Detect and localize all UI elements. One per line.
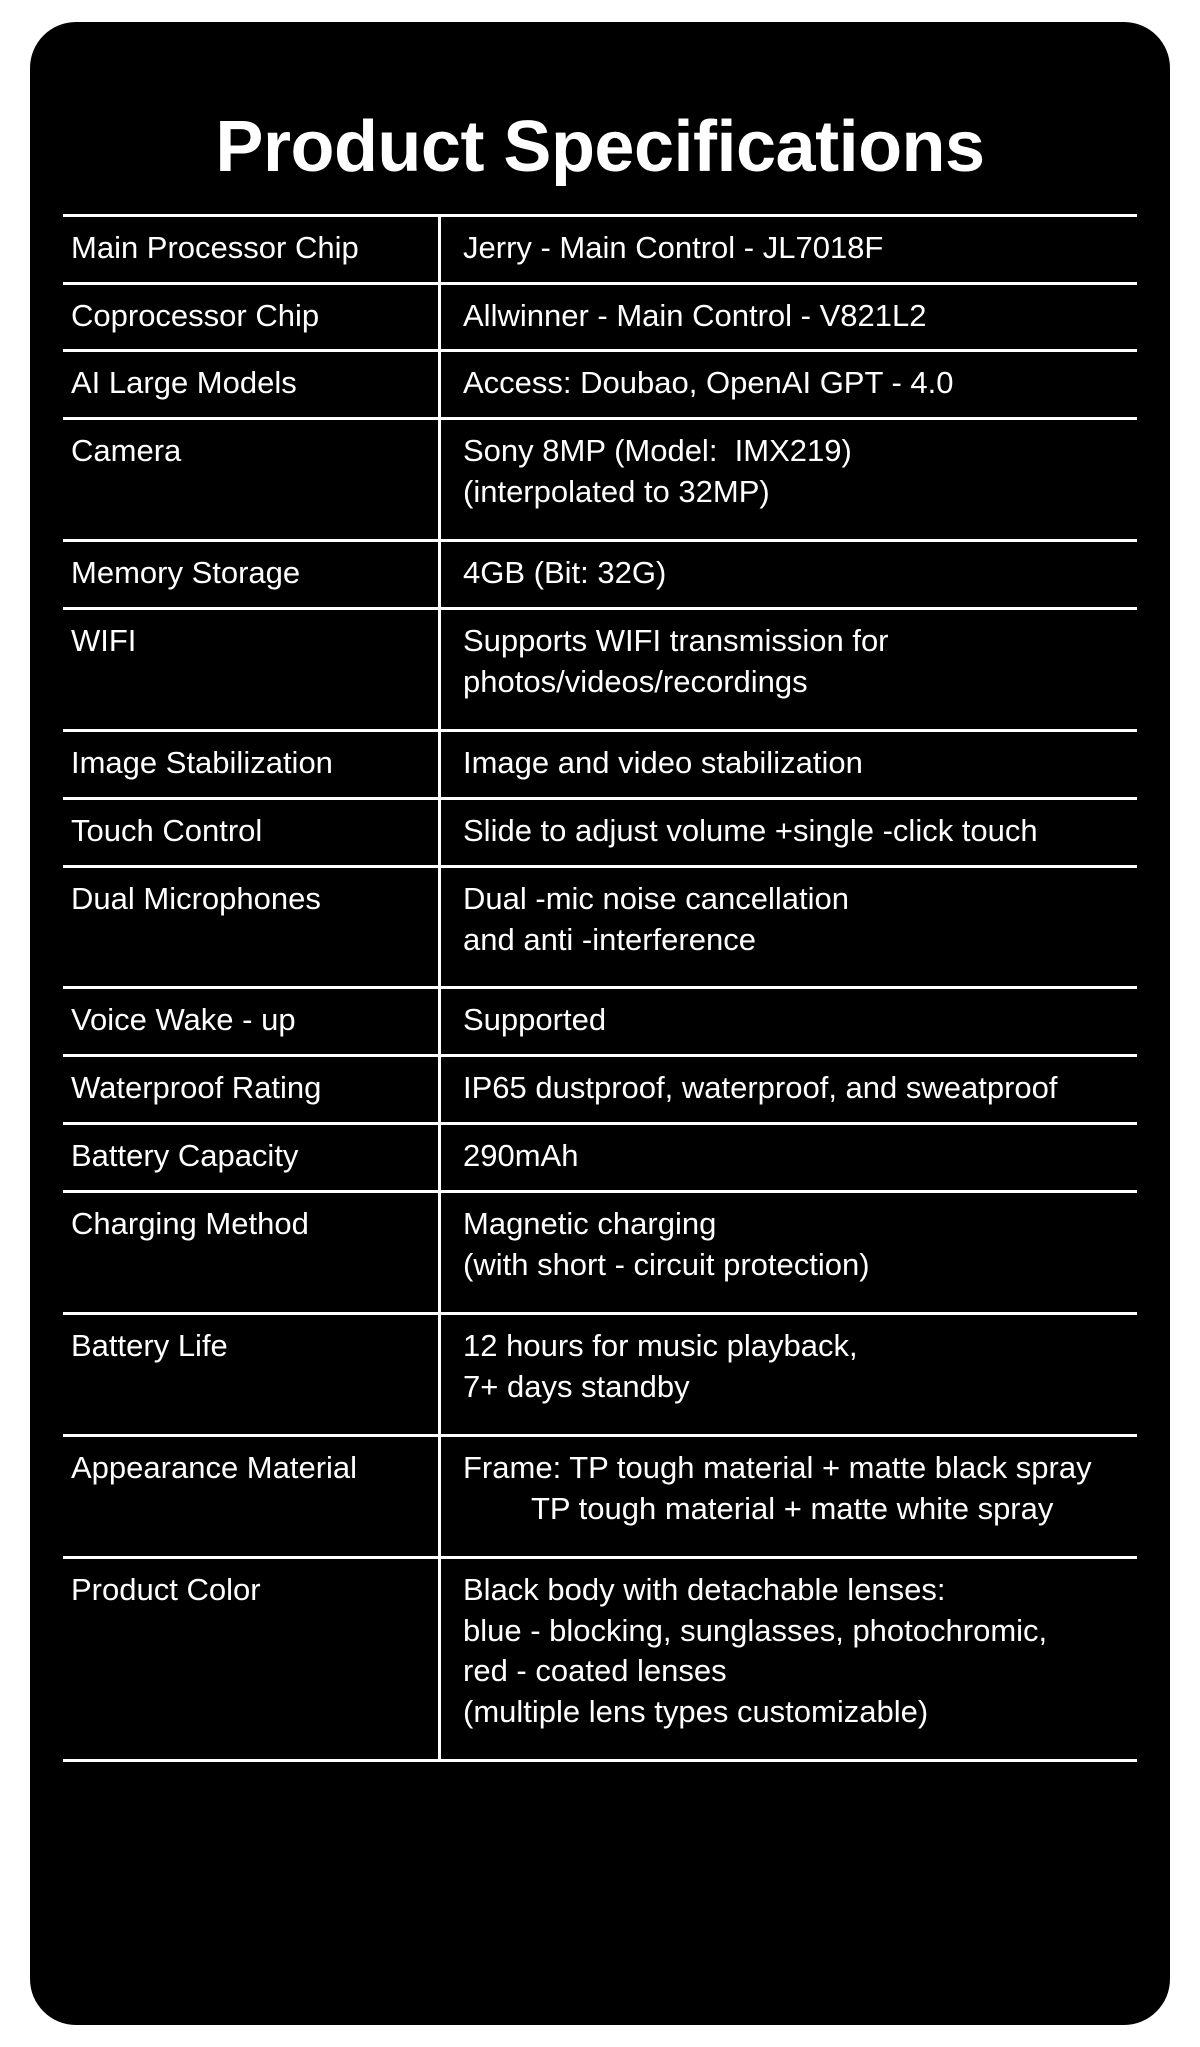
spec-row [63, 609, 1137, 731]
spec-value-line: Supports WIFI transmission for [463, 623, 889, 659]
spec-value-line: red - coated lenses [463, 1653, 727, 1689]
spec-value [440, 1435, 1138, 1557]
spec-label: Battery Life [63, 1314, 440, 1436]
spec-value [440, 1557, 1138, 1761]
spec-row [63, 283, 1137, 351]
spec-row [63, 730, 1137, 798]
spec-row [63, 1192, 1137, 1314]
spec-row [63, 798, 1137, 866]
spec-value-line: 4GB (Bit: 32G) [463, 555, 667, 591]
spec-row [63, 1314, 1137, 1436]
spec-value-line: Slide to adjust volume +single -click touch [463, 812, 1038, 848]
spec-row [63, 866, 1137, 988]
spec-value-line: IP65 dustproof, waterproof, and sweatproof [463, 1070, 1058, 1106]
spec-value [440, 215, 1138, 283]
spec-label: Coprocessor Chip [63, 283, 440, 351]
spec-row [63, 215, 1137, 283]
spec-value-line: 7+ days standby [463, 1368, 690, 1404]
spec-label: Appearance Material [63, 1435, 440, 1557]
specifications-table-body [63, 215, 1137, 1761]
spec-value [440, 419, 1138, 541]
spec-value [440, 1056, 1138, 1124]
spec-value-line: Allwinner - Main Control - V821L2 [463, 297, 927, 333]
spec-row [63, 1557, 1137, 1761]
spec-row [63, 1124, 1137, 1192]
spec-value-line: Supported [463, 1002, 607, 1038]
spec-value [440, 1314, 1138, 1436]
spec-label: Dual Microphones [63, 866, 440, 988]
page-title: Product Specifications [215, 107, 985, 187]
spec-value-line: Image and video stabilization [463, 744, 863, 780]
spec-label: Touch Control [63, 798, 440, 866]
spec-label: Image Stabilization [63, 730, 440, 798]
spec-value [440, 1124, 1138, 1192]
spec-value [440, 988, 1138, 1056]
spec-value [440, 609, 1138, 731]
spec-value [440, 541, 1138, 609]
spec-value-line: Frame: TP tough material + matte black spray [463, 1449, 1092, 1485]
spec-value [440, 283, 1138, 351]
spec-value-line: Sony 8MP (Model: IMX219) [463, 433, 852, 469]
spec-value-line: TP tough material + matte white spray [531, 1490, 1054, 1526]
spec-value-line: (interpolated to 32MP) [463, 474, 770, 510]
spec-row [63, 1435, 1137, 1557]
spec-value-line: blue - blocking, sunglasses, photochromic, [463, 1612, 1048, 1648]
spec-value-line: and anti -interference [463, 921, 756, 957]
spec-label: Voice Wake - up [63, 988, 440, 1056]
spec-value-line: (multiple lens types customizable) [463, 1694, 929, 1730]
spec-value [440, 1192, 1138, 1314]
spec-row [63, 1056, 1137, 1124]
product-specifications-card [30, 22, 1170, 2025]
spec-value-line: 12 hours for music playback, [463, 1328, 858, 1363]
spec-value [440, 730, 1138, 798]
specifications-table [63, 214, 1137, 1763]
spec-value-line: photos/videos/recordings [463, 663, 808, 699]
spec-label: Memory Storage [63, 541, 440, 609]
spec-value-line: Magnetic charging [463, 1206, 717, 1242]
spec-label: AI Large Models [63, 351, 440, 419]
spec-value [440, 351, 1138, 419]
spec-label: WIFI [63, 609, 440, 731]
spec-label: Charging Method [63, 1192, 440, 1314]
spec-row [63, 541, 1137, 609]
spec-value-line: Dual -mic noise cancellation [463, 880, 849, 916]
spec-row [63, 988, 1137, 1056]
spec-label: Main Processor Chip [63, 215, 440, 283]
spec-value [440, 866, 1138, 988]
spec-label: Camera [63, 419, 440, 541]
spec-label: Battery Capacity [63, 1124, 440, 1192]
spec-row [63, 351, 1137, 419]
spec-value-line: Black body with detachable lenses: [463, 1571, 946, 1607]
spec-value-line: Access: Doubao, OpenAI GPT - 4.0 [463, 365, 954, 401]
spec-label: Product Color [63, 1557, 440, 1761]
spec-row [63, 419, 1137, 541]
spec-value [440, 798, 1138, 866]
spec-value-line: Jerry - Main Control - JL7018F [463, 229, 884, 265]
spec-label: Waterproof Rating [63, 1056, 440, 1124]
spec-value-line: 290mAh [463, 1138, 579, 1174]
spec-value-line: (with short - circuit protection) [463, 1247, 870, 1283]
